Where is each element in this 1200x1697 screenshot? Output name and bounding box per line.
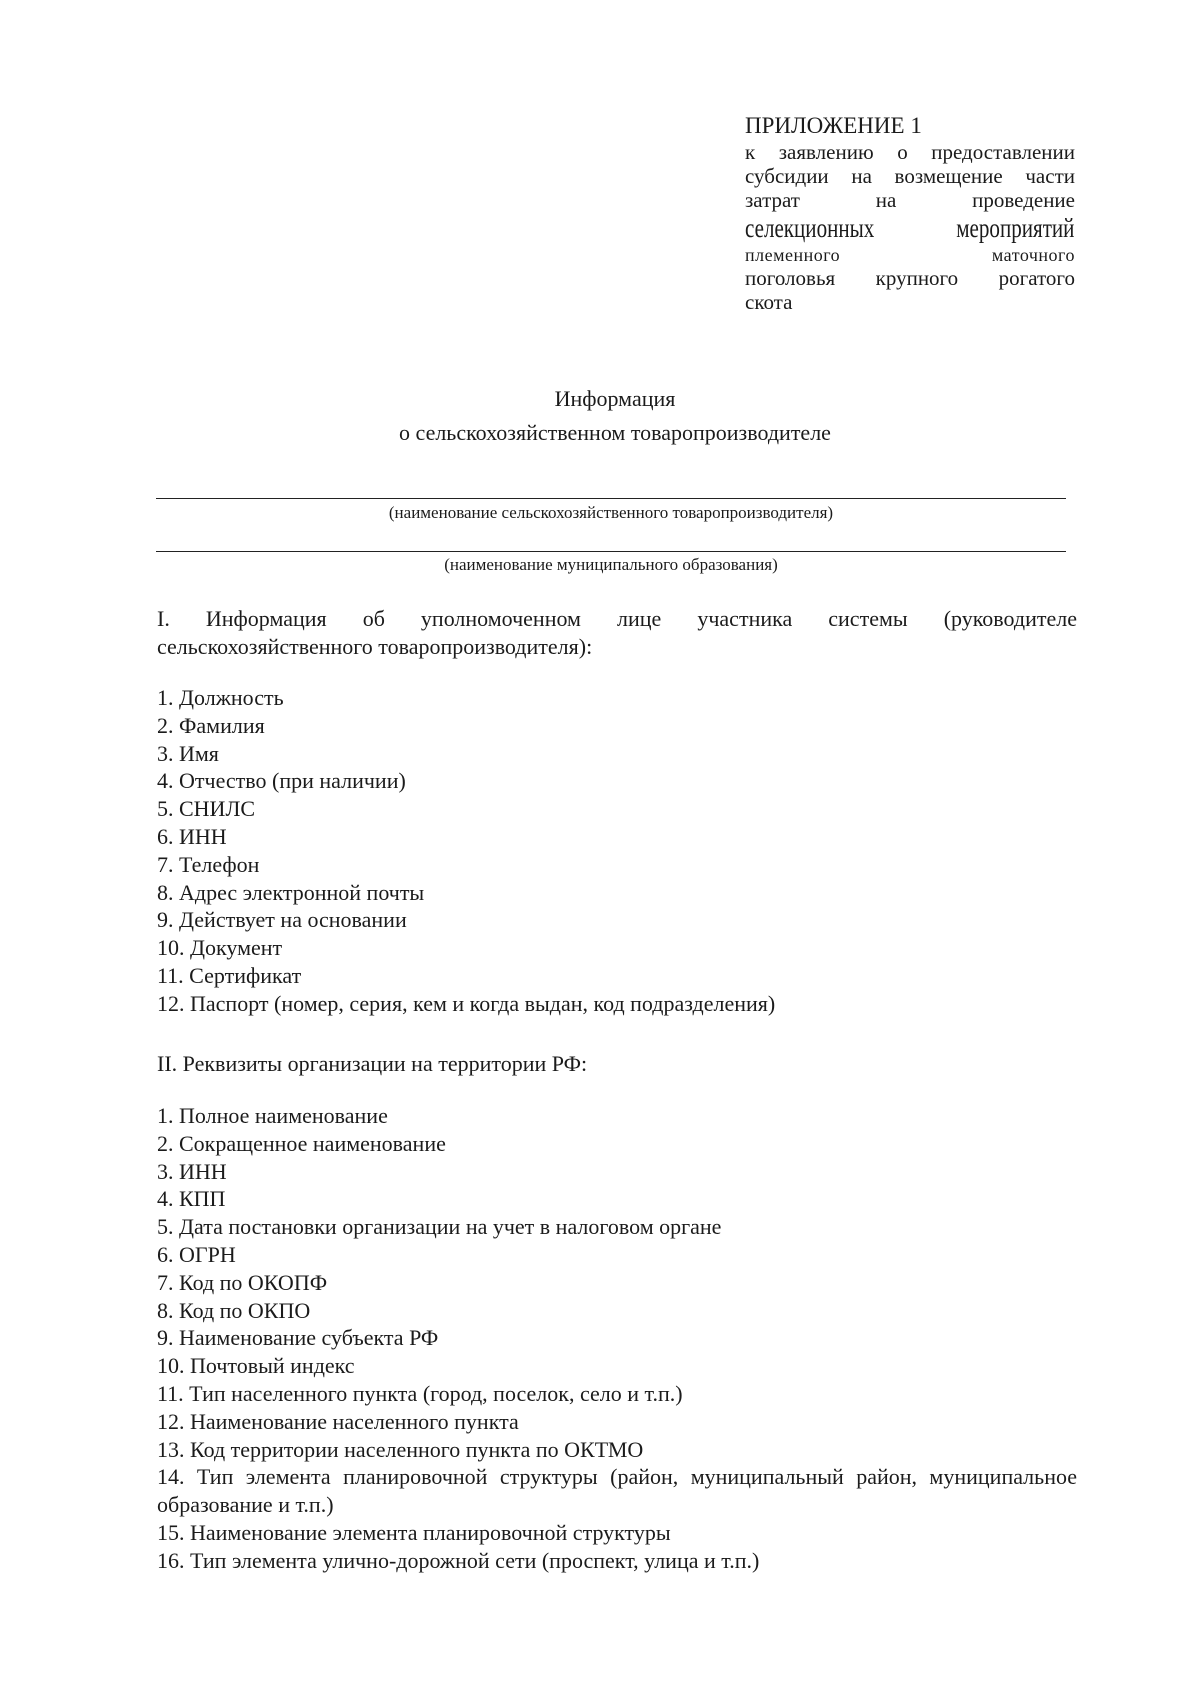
- list-item: 5. Дата постановки организации на учет в налоговом органе: [157, 1214, 722, 1240]
- municipality-name-line: [156, 551, 1066, 552]
- list-item: 11. Тип населенного пункта (город, поселок, село и т.п.): [157, 1380, 683, 1406]
- appendix-line: племенного маточного: [745, 245, 1075, 265]
- list-item: 8. Адрес электронной почты: [157, 879, 425, 905]
- document-title: Информация: [554, 386, 676, 411]
- municipality-name-caption: (наименование муниципального образования): [444, 555, 778, 574]
- document-subtitle: о сельскохозяйственном товаропроизводителе: [399, 420, 831, 445]
- list-item: 13. Код территории населенного пункта по ОКТМО: [157, 1436, 644, 1462]
- list-item: 11. Сертификат: [157, 962, 302, 988]
- list-item: 7. Телефон: [157, 851, 260, 877]
- appendix-line: поголовья крупного рогатого: [745, 266, 1075, 290]
- appendix-heading: ПРИЛОЖЕНИЕ 1: [745, 113, 922, 138]
- list-item: 3. ИНН: [157, 1158, 227, 1184]
- list-item: 14. Тип элемента планировочной структуры (район, муниципальный район, муниципальное образование и т.п.): [157, 1464, 1077, 1518]
- appendix-line: затрат на проведение: [745, 188, 1075, 212]
- section-2-list: [157, 1102, 1077, 1575]
- producer-name-caption: (наименование сельскохозяйственного товаропроизводителя): [388, 503, 834, 522]
- list-item: 16. Тип элемента улично-дорожной сети (проспект, улица и т.п.): [157, 1547, 760, 1573]
- list-item: 4. КПП: [157, 1186, 226, 1212]
- producer-name-line: [156, 498, 1066, 499]
- list-item: 4. Отчество (при наличии): [157, 768, 406, 794]
- list-item: 12. Паспорт (номер, серия, кем и когда выдан, код подразделения): [157, 990, 776, 1016]
- list-item: 10. Почтовый индекс: [157, 1353, 355, 1379]
- list-item: 9. Действует на основании: [157, 907, 407, 933]
- list-item: 6. ОГРН: [157, 1241, 236, 1267]
- list-item: 6. ИНН: [157, 823, 227, 849]
- section-1-heading: I. Информация об уполномоченном лице участника системы (руководителе сельскохозяйственного товаропроизводителя):: [157, 606, 1077, 659]
- list-item: 1. Должность: [157, 685, 284, 710]
- appendix-block: [745, 112, 1075, 314]
- list-item: 3. Имя: [157, 740, 219, 766]
- section-2-heading: II. Реквизиты организации на территории РФ:: [157, 1051, 588, 1076]
- section-1-list: [157, 684, 1077, 1018]
- list-item: 5. СНИЛС: [157, 796, 256, 822]
- list-item: 12. Наименование населенного пункта: [157, 1408, 519, 1434]
- list-item: 10. Документ: [157, 935, 283, 961]
- appendix-line: скота: [745, 290, 793, 314]
- list-item: 7. Код по ОКОПФ: [157, 1269, 328, 1295]
- appendix-line: субсидии на возмещение части: [745, 164, 1075, 188]
- list-item: 8. Код по ОКПО: [157, 1297, 311, 1323]
- list-item: 2. Фамилия: [157, 712, 265, 738]
- list-item: 15. Наименование элемента планировочной структуры: [157, 1519, 671, 1545]
- list-item: 9. Наименование субъекта РФ: [157, 1325, 439, 1351]
- list-item: 1. Полное наименование: [157, 1103, 388, 1128]
- appendix-line: селекционных мероприятий: [745, 213, 1075, 243]
- appendix-line: к заявлению о предоставлении: [745, 140, 1075, 164]
- list-item: 2. Сокращенное наименование: [157, 1130, 446, 1156]
